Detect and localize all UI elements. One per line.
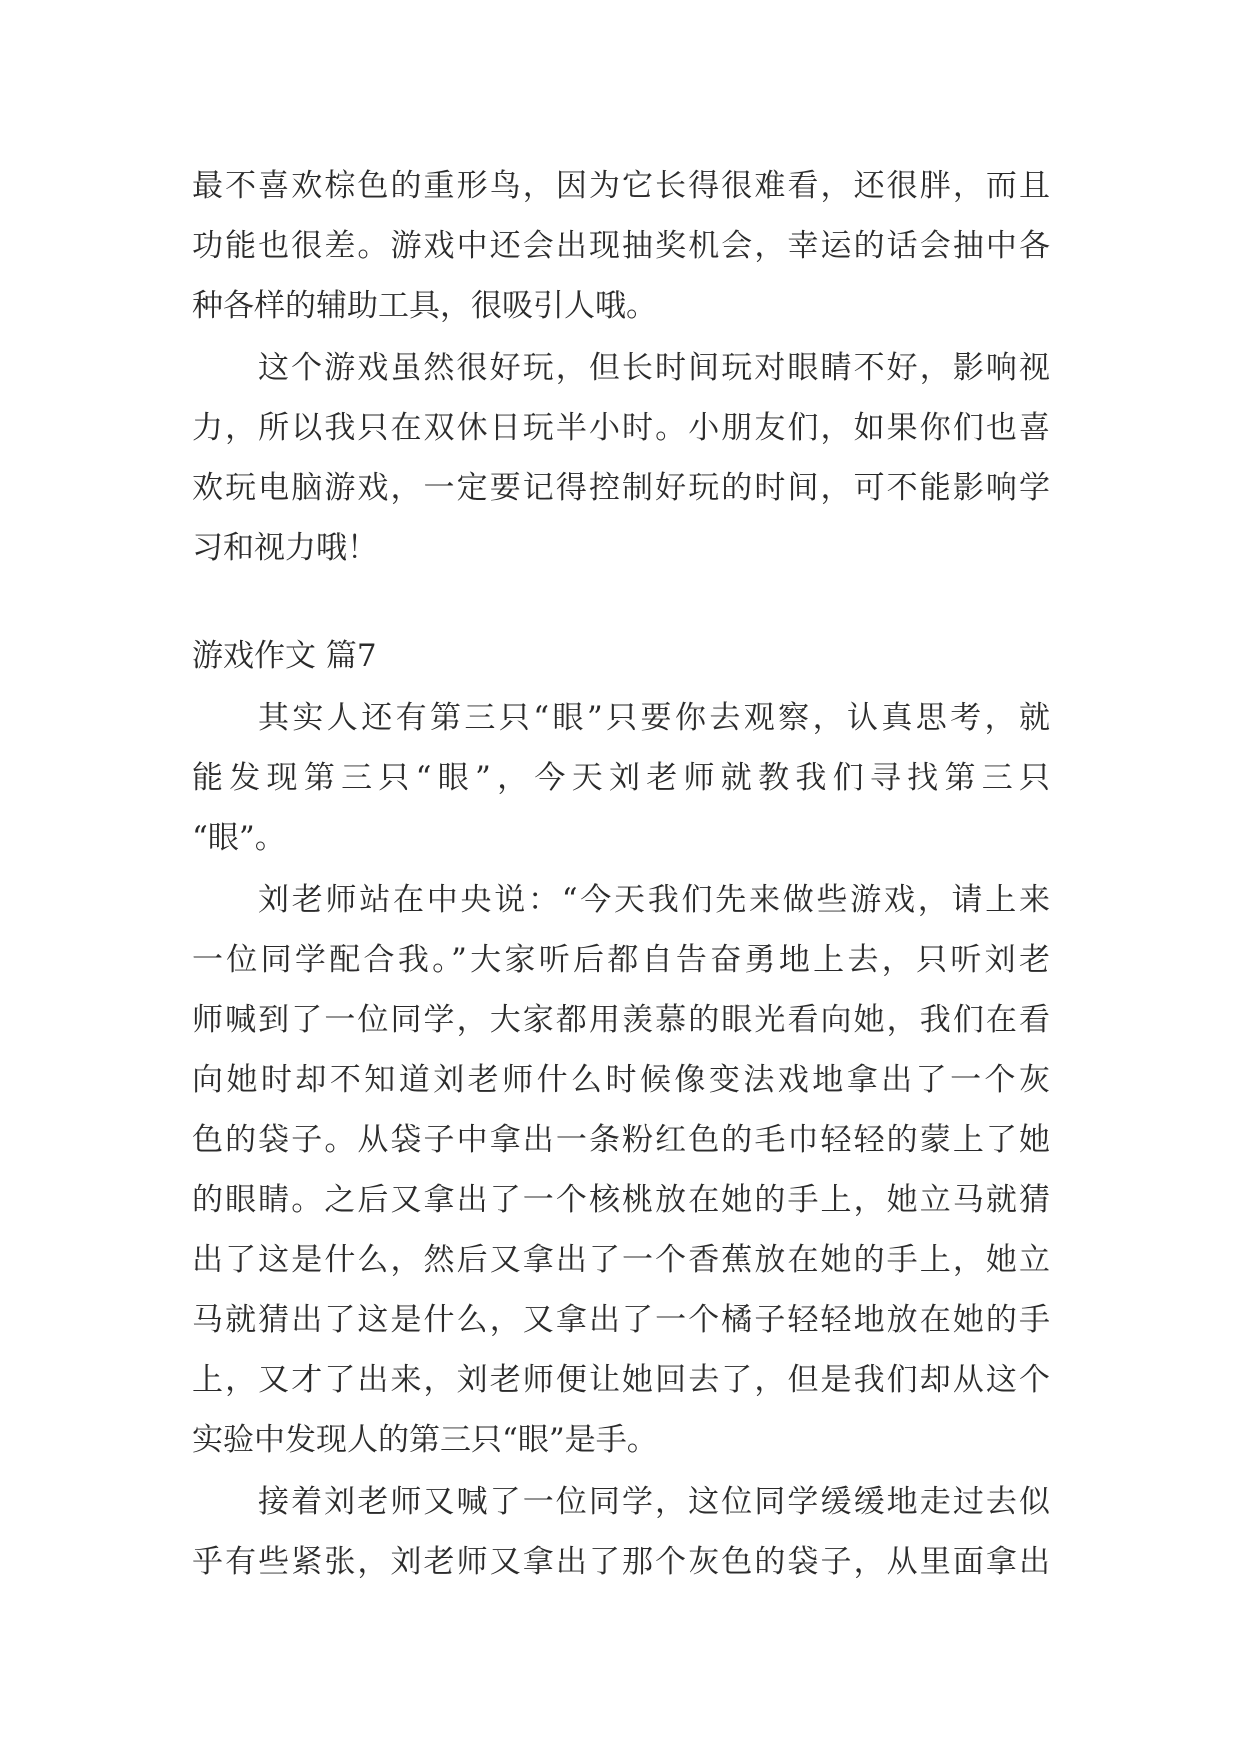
paragraph-b-line-3: 欢玩电脑游戏，一定要记得控制好玩的时间，可不能影响学 bbox=[192, 470, 1050, 506]
paragraph-d-line-1: 刘老师站在中央说：“今天我们先来做些游戏，请上来 bbox=[258, 882, 1050, 918]
paragraph-e-line-2: 乎有些紧张，刘老师又拿出了那个灰色的袋子，从里面拿出 bbox=[192, 1544, 1050, 1580]
paragraph-c-line-2: 能发现第三只“眼”，今天刘老师就教我们寻找第三只 bbox=[192, 760, 1050, 796]
paragraph-d-line-2: 一位同学配合我。”大家听后都自告奋勇地上去，只听刘老 bbox=[192, 942, 1050, 978]
paragraph-d-line-4: 向她时却不知道刘老师什么时候像变法戏地拿出了一个灰 bbox=[192, 1062, 1050, 1098]
paragraph-d-line-3: 师喊到了一位同学，大家都用羡慕的眼光看向她，我们在看 bbox=[192, 1002, 1050, 1038]
paragraph-d-line-10: 实验中发现人的第三只“眼”是手。 bbox=[192, 1422, 658, 1458]
paragraph-d-line-7: 出了这是什么，然后又拿出了一个香蕉放在她的手上，她立 bbox=[192, 1242, 1050, 1278]
paragraph-d-line-8: 马就猜出了这是什么，又拿出了一个橘子轻轻地放在她的手 bbox=[192, 1302, 1050, 1338]
paragraph-b-line-2: 力，所以我只在双休日玩半小时。小朋友们，如果你们也喜 bbox=[192, 410, 1050, 446]
paragraph-d-line-9: 上，又才了出来，刘老师便让她回去了，但是我们却从这个 bbox=[192, 1362, 1050, 1398]
paragraph-d-line-6: 的眼睛。之后又拿出了一个核桃放在她的手上，她立马就猜 bbox=[192, 1182, 1050, 1218]
section-heading: 游戏作文 篇7 bbox=[192, 638, 377, 674]
paragraph-e-line-1: 接着刘老师又喊了一位同学，这位同学缓缓地走过去似 bbox=[258, 1484, 1050, 1520]
paragraph-a-line-1: 最不喜欢棕色的重形鸟，因为它长得很难看，还很胖，而且 bbox=[192, 168, 1050, 204]
paragraph-b-line-1: 这个游戏虽然很好玩，但长时间玩对眼睛不好，影响视 bbox=[258, 350, 1050, 386]
paragraph-a-line-2: 功能也很差。游戏中还会出现抽奖机会，幸运的话会抽中各 bbox=[192, 228, 1050, 264]
paragraph-d-line-5: 色的袋子。从袋子中拿出一条粉红色的毛巾轻轻的蒙上了她 bbox=[192, 1122, 1050, 1158]
paragraph-a-line-3: 种各样的辅助工具，很吸引人哦。 bbox=[192, 288, 657, 324]
paragraph-c-line-1: 其实人还有第三只“眼”只要你去观察，认真思考，就 bbox=[258, 700, 1050, 736]
paragraph-c-line-3: “眼”。 bbox=[192, 820, 286, 856]
paragraph-b-line-4: 习和视力哦！ bbox=[192, 530, 378, 566]
